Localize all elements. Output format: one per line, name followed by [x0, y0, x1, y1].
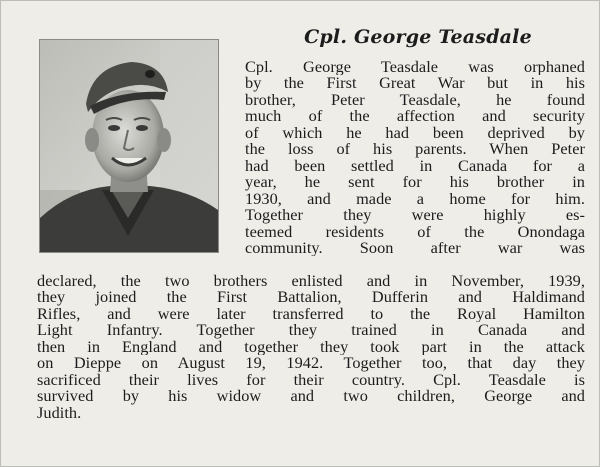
article-body-full	[37, 273, 585, 421]
body-line: had been settled in Canada for a	[245, 157, 585, 175]
portrait-photo	[39, 39, 219, 253]
body-line: the loss of his parents. When Peter	[245, 141, 585, 158]
body-line: Judith.	[37, 404, 82, 422]
article-body-wrapped	[245, 59, 585, 256]
body-line: teemed residents of the Onondaga	[245, 223, 585, 240]
body-line: Rifles, and were later transferred to the Royal Hamilton	[37, 305, 585, 323]
body-line: brother, Peter Teasdale, he found	[245, 91, 585, 109]
body-line: Together they were highly es-	[245, 207, 585, 224]
body-line: survived by his widow and two children, George and	[37, 388, 585, 405]
article-title: Cpl. George Teasdale	[304, 26, 532, 48]
body-line: of which he had been deprived by	[245, 124, 585, 142]
body-line: by the First Great War but in his	[245, 75, 585, 92]
body-line: Light Infantry. Together they trained in Canada and	[37, 322, 585, 339]
body-line: year, he sent for his brother in	[245, 174, 585, 191]
body-line: they joined the First Battalion, Dufferin and Haldimand	[37, 289, 585, 306]
body-line: on Dieppe on August 19, 1942. Together too, that day they	[37, 355, 585, 372]
body-line: 1930, and made a home for him.	[245, 190, 585, 208]
body-line: much of the affection and security	[245, 108, 585, 125]
portrait-image	[40, 40, 218, 252]
body-line: sacrificed their lives for their country. Cpl. Teasdale is	[37, 371, 585, 389]
body-line: community. Soon after war was	[245, 239, 585, 257]
body-line: declared, the two brothers enlisted and in November, 1939,	[37, 273, 585, 290]
body-line: Cpl. George Teasdale was orphaned	[245, 59, 585, 76]
body-line: then in England and together they took part in the attack	[37, 338, 585, 356]
